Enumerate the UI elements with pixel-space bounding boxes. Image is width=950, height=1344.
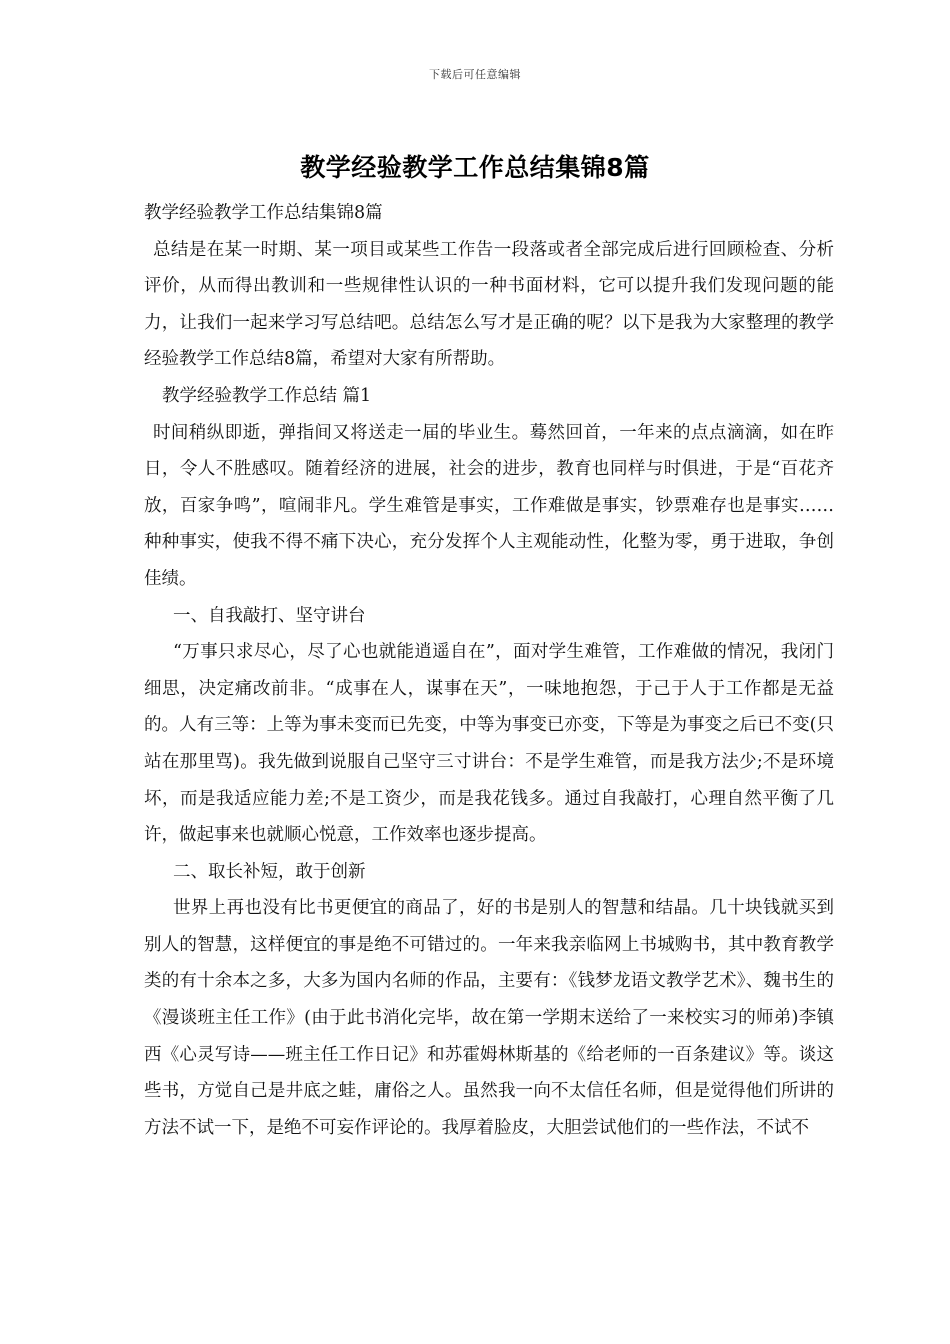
document-body [144, 195, 834, 1146]
paragraph-1: 时间稍纵即逝，弹指间又将送走一届的毕业生。蓦然回首，一年来的点点滴滴，如在昨日，令人不胜感叹。随着经济的进展，社会的进步，教育也同样与时俱进，于是“百花齐放，百家争鸣”，喧闹非凡。学生难管是事实，工作难做是事实，钞票难存也是事实……种种事实，使我不得不痛下决心，充分发挥个人主观能动性，化整为零，勇于进取，争创佳绩。 [144, 422, 834, 589]
intro-paragraph: 总结是在某一时期、某一项目或某些工作告一段落或者全部完成后进行回顾检查、分析评价，从而得出教训和一些规律性认识的一种书面材料，它可以提升我们发现问题的能力，让我们一起来学习写总结吧。总结怎么写才是正确的呢？以下是我为大家整理的教学经验教学工作总结8篇，希望对大家有所帮助。 [144, 239, 834, 370]
article-heading: 教学经验教学工作总结 篇1 [162, 385, 372, 406]
section-1-title: 一、自我敲打、坚守讲台 [173, 605, 366, 626]
section-2-title: 二、取长补短，敢于创新 [173, 861, 366, 882]
paragraph-3: 世界上再也没有比书更便宜的商品了，好的书是别人的智慧和结晶。几十块钱就买到别人的智慧，这样便宜的事是绝不可错过的。一年来我亲临网上书城购书，其中教育教学类的有十余本之多，大多为国内名师的作品，主要有：《钱梦龙语文教学艺术》、魏书生的《漫谈班主任工作》(由于此书消化完毕，故在第一学期末送给了一来校实习的师弟)李镇西《心灵写诗——班主任工作日记》和苏霍姆林斯基的《给老师的一百条建议》等。谈这些书，方觉自己是井底之蛙，庸俗之人。虽然我一向不太信任名师，但是觉得他们所讲的方法不试一下，是绝不可妄作评论的。我厚着脸皮，大胆尝试他们的一些作法，不试不 [144, 898, 834, 1138]
header-note: 下载后可任意编辑 [429, 68, 521, 81]
document-subtitle: 教学经验教学工作总结集锦8篇 [144, 203, 383, 223]
paragraph-2: “万事只求尽心，尽了心也就能逍遥自在”，面对学生难管，工作难做的情况，我闭门细思，决定痛改前非。“成事在人，谋事在天”，一味地抱怨，于己于人于工作都是无益的。人有三等：上等为事未变而已先变，中等为事变已亦变，下等是为事变之后已不变(只站在那里骂)。我先做到说服自己坚守三寸讲台：不是学生难管，而是我方法少;不是环境坏，而是我适应能力差;不是工资少，而是我花钱多。通过自我敲打，心理自然平衡了几许，做起事来也就顺心悦意，工作效率也逐步提高。 [144, 642, 834, 846]
document-title: 教学经验教学工作总结集锦8篇 [300, 153, 650, 182]
